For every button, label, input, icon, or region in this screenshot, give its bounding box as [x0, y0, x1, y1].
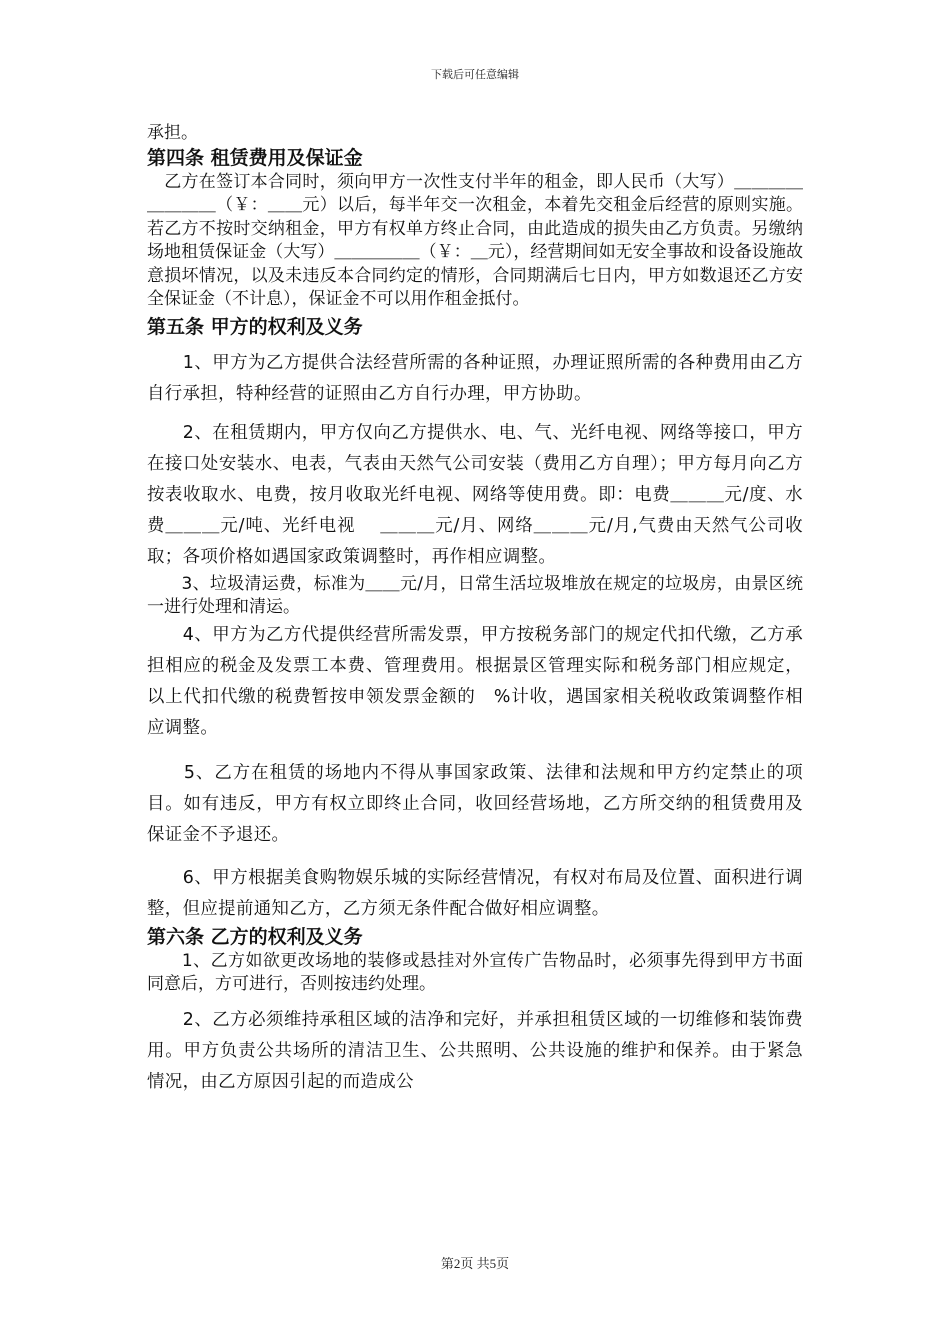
section-heading-article-5: 第五条 甲方的权利及义务 — [147, 315, 363, 338]
paragraph-article-5-item-3: 3、垃圾清运费，标准为＿＿元/月，日常生活垃圾堆放在规定的垃圾房，由景区统一进行处理和清运。 — [147, 573, 803, 617]
section-heading-article-6: 第六条 乙方的权利及义务 — [147, 925, 363, 948]
page-footer: 第2页 共5页 — [440, 1256, 510, 1271]
paragraph-article-6-item-1: 1、乙方如欲更改场地的装修或悬挂对外宣传广告物品时，必须事先得到甲方书面同意后，方可进行，否则按违约处理。 — [147, 950, 803, 994]
paragraph-article-5-item-2: 2、在租赁期内，甲方仅向乙方提供水、电、气、光纤电视、网络等接口，甲方在接口处安装水、电表，气表由天然气公司安装（费用乙方自理）；甲方每月向乙方按表收取水、电费，按月收取光纤电视、网络等使用费。即：电费＿＿＿元/度、水费＿＿＿元/吨、光纤电视 ＿＿＿元/月、网络＿＿＿元/月,气费由天然气公司收取；各项价格如遇国家政策调整时，再作相应调整。 — [147, 422, 803, 567]
paragraph-article-6-item-2: 2、乙方必须维持承租区域的洁净和完好，并承担租赁区域的一切维修和装饰费用。甲方负责公共场所的清洁卫生、公共照明、公共设施的维护和保养。由于紧急情况，由乙方原因引起的而造成公 — [147, 1009, 803, 1092]
page-header: 下载后可任意编辑 — [431, 68, 519, 81]
paragraph-article-5-item-1: 1、甲方为乙方提供合法经营所需的各种证照，办理证照所需的各种费用由乙方自行承担，特种经营的证照由乙方自行办理，甲方协助。 — [147, 352, 803, 404]
paragraph-article-5-item-6: 6、甲方根据美食购物娱乐城的实际经营情况，有权对布局及位置、面积进行调整，但应提前通知乙方，乙方须无条件配合做好相应调整。 — [147, 867, 803, 919]
paragraph-article-5-item-5: 5、乙方在租赁的场地内不得从事国家政策、法律和法规和甲方约定禁止的项目。如有违反，甲方有权立即终止合同，收回经营场地，乙方所交纳的租赁费用及保证金不予退还。 — [147, 762, 803, 845]
paragraph-article-5-item-4: 4、甲方为乙方代提供经营所需发票，甲方按税务部门的规定代扣代缴，乙方承担相应的税金及发票工本费、管理费用。根据景区管理实际和税务部门相应规定，以上代扣代缴的税费暂按申领发票金额的 %计收，遇国家相关税收政策调整作相应调整。 — [147, 624, 803, 738]
paragraph-continuation: 承担。 — [147, 123, 198, 143]
document-body — [147, 122, 803, 1098]
section-heading-article-4: 第四条 租赁费用及保证金 — [147, 146, 363, 169]
paragraph-article-4: 乙方在签订本合同时，须向甲方一次性支付半年的租金，即人民币（大写）＿＿＿＿＿＿＿＿（￥：＿＿元）以后，每半年交一次租金，本着先交租金后经营的原则实施。若乙方不按时交纳租金，甲方有权单方终止合同，由此造成的损失由乙方负责。另缴纳场地租赁保证金（大写）＿＿＿＿＿（￥：＿元），经营期间如无安全事故和设备设施故意损坏情况，以及未违反本合同约定的情形，合同期满后七日内，甲方如数退还乙方安全保证金（不计息），保证金不可以用作租金抵付。 — [147, 171, 803, 309]
